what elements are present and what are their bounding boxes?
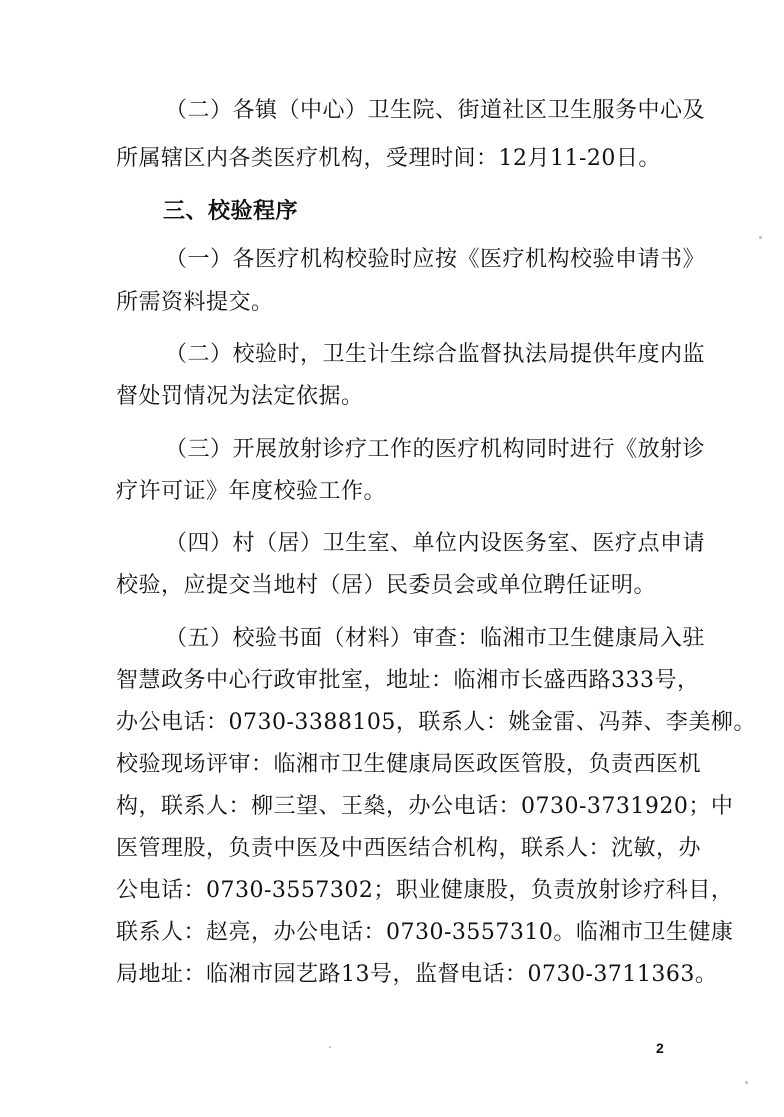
item-5-line-2: 智慧政务中心行政审批室，地址：临湘市长盛西路333号， [116, 668, 700, 693]
section-heading-procedure: 三、校验程序 [163, 199, 299, 224]
paragraph-2-line-2: 所属辖区内各类医疗机构，受理时间：12月11-20日。 [116, 146, 661, 171]
item-1-line-1: （一）各医疗机构校验时应按《医疗机构校验申请书》 [165, 247, 706, 272]
item-5-line-7: 公电话：0730-3557302；职业健康股，负责放射诊疗科目， [116, 878, 734, 903]
item-5-line-6: 医管理股，负责中医及中西医结合机构，联系人：沈敏，办 [116, 836, 702, 861]
item-5-line-9: 局地址：临湘市园艺路13号，监督电话：0730-3711363。 [116, 962, 718, 987]
item-5-line-1: （五）校验书面（材料）审查：临湘市卫生健康局入驻 [165, 626, 706, 651]
item-5-line-4: 校验现场评审：临湘市卫生健康局医政医管股，负责西医机 [116, 752, 702, 777]
scan-speck [329, 1046, 331, 1048]
page-number: 2 [656, 1040, 664, 1056]
scan-speck [745, 1081, 748, 1084]
item-3-line-1: （三）开展放射诊疗工作的医疗机构同时进行《放射诊 [165, 437, 706, 462]
item-5-line-3: 办公电话：0730-3388105，联系人：姚金雷、冯莽、李美柳。 [116, 710, 756, 735]
item-4-line-2: 校验，应提交当地村（居）民委员会或单位聘任证明。 [116, 573, 657, 598]
item-4-line-1: （四）村（居）卫生室、单位内设医务室、医疗点申请 [165, 531, 706, 556]
item-5-line-5: 构，联系人：柳三望、王燊，办公电话：0730-3731920；中 [116, 794, 734, 819]
item-5-line-8: 联系人：赵亮，办公电话：0730-3557310。临湘市卫生健康 [116, 920, 734, 945]
item-2-line-2: 督处罚情况为法定依据。 [116, 384, 364, 409]
item-3-line-2: 疗许可证》年度校验工作。 [116, 479, 387, 504]
paragraph-2-line-1: （二）各镇（中心）卫生院、街道社区卫生服务中心及 [165, 98, 706, 123]
item-2-line-1: （二）校验时，卫生计生综合监督执法局提供年度内监 [165, 342, 706, 367]
scan-speck [759, 236, 762, 239]
item-1-line-2: 所需资料提交。 [116, 290, 274, 315]
